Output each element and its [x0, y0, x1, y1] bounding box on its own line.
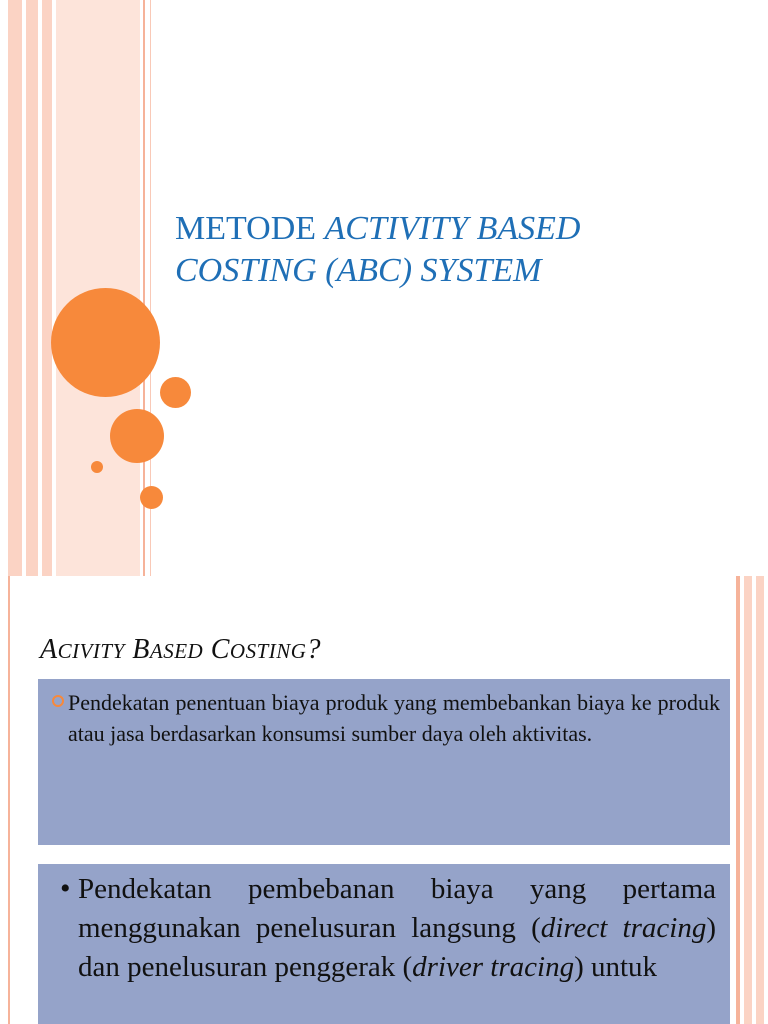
approach-text [78, 870, 716, 987]
approach-text-part: ) untuk [574, 951, 658, 983]
heading-initial: C [210, 634, 230, 665]
bullet-dot-icon: • [60, 872, 71, 905]
slide-heading [40, 634, 321, 666]
decorative-circle-large [51, 288, 160, 397]
slide-title [175, 208, 735, 292]
decorative-circle [110, 409, 164, 463]
title-italic-line2: COSTING (ABC) SYSTEM [175, 252, 542, 289]
decorative-stripe [42, 0, 52, 576]
bullet-ring-icon [52, 695, 64, 707]
content-slide [0, 576, 768, 1024]
decorative-circle [140, 486, 163, 509]
decorative-circle-small [91, 461, 103, 473]
heading-initial: A [40, 634, 58, 665]
heading-initial: B [132, 634, 150, 665]
heading-question-mark: ? [306, 634, 321, 665]
approach-term-direct-tracing: direct tracing [540, 912, 707, 944]
heading-word: OSTING [229, 639, 307, 663]
decorative-stripe [736, 576, 740, 1024]
title-prefix: METODE [175, 210, 325, 247]
approach-text-part: ) dan penelusuran penggerak ( [78, 912, 716, 983]
definition-box [38, 679, 730, 845]
definition-text: Pendekatan penentuan biaya produk yang membebankan biaya ke produk atau jasa berdasarkan konsumsi sumber daya oleh aktivitas. [68, 690, 720, 746]
approach-text-part: Pendekatan pembebanan biaya yang pertama menggunakan penelusuran langsung ( [78, 873, 716, 944]
decorative-circle [160, 377, 191, 408]
decorative-stripe [744, 576, 752, 1024]
heading-word: ASED [149, 639, 204, 663]
heading-word: CIVITY [57, 639, 125, 663]
decorative-stripe [26, 0, 38, 576]
approach-term-driver-tracing: driver tracing [412, 951, 575, 983]
decorative-stripe [756, 576, 764, 1024]
title-italic-line1: ACTIVITY BASED [324, 210, 581, 247]
approach-box [38, 864, 730, 1024]
decorative-stripe [8, 576, 10, 1024]
decorative-stripe [8, 0, 22, 576]
